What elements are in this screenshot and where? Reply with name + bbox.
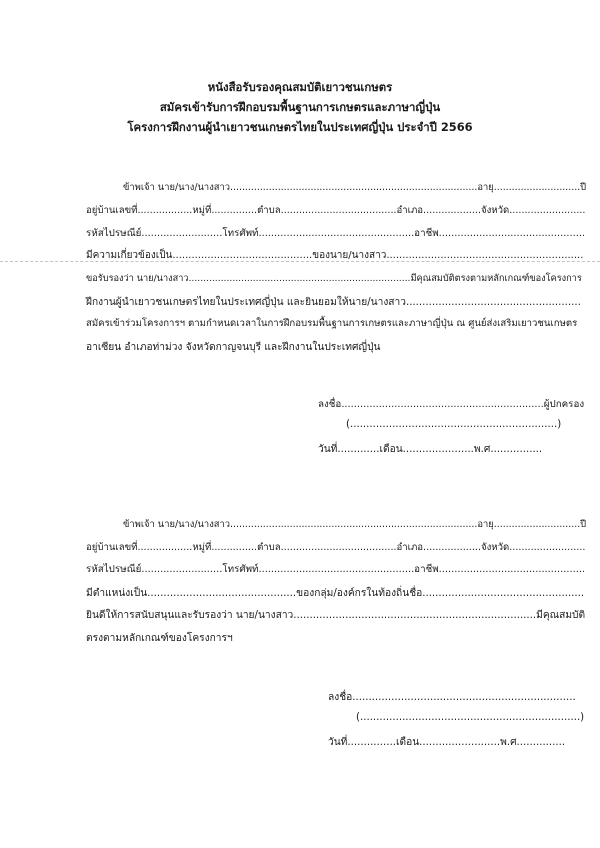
s1-declarant-line: ข้าพเจ้า นาย/นาง/นางสาว...................................................................................อายุ.............................ปี [123, 182, 587, 193]
program-title: โครงการฝึกงานผู้นำเยาวชนเกษตรไทยในประเทศญี่ปุ่น ประจำปี 2566 [127, 120, 473, 134]
s2-declarant-line: ข้าพเจ้า นาย/นาง/นางสาว...................................................................................อายุ.............................ปี [123, 519, 587, 530]
s1-contact-line: รหัสไปรษณีย์..........................โทรศัพท์..................................................อาชีพ............................................... [86, 228, 586, 239]
form-subtitle: สมัครเข้ารับการฝึกอบรมพื้นฐานการเกษตรและภาษาญี่ปุ่น [159, 100, 441, 114]
s1-address-line: อยู่บ้านเลขที่..................หมู่ที่...............ตำบล......................................อำเภอ...................จังหวัด......................... [86, 205, 586, 216]
s1-printed-name: (................................................................) [346, 419, 562, 430]
s2-signature-line: ลงชื่อ..................................................................... [328, 692, 576, 703]
s1-location-line: อาเซียน อำเภอท่าม่วง จังหวัดกาญจนบุรี และฝึกงานในประเทศญี่ปุ่น [86, 342, 381, 353]
s1-consent-line: ฝึกงานผู้นำเยาวชนเกษตรไทยในประเทศญี่ปุ่น และยินยอมให้นาย/นางสาว...................................................... [86, 297, 581, 308]
s1-signature-line: ลงชื่อ.................................................................ผู้ปกครอง [318, 399, 585, 410]
s2-position-line: มีตำแหน่งเป็น..............................................ของกลุ่ม/องค์กรในท้องถิ่นชื่อ.................................................. [86, 588, 585, 599]
s2-criteria-line: ตรงตามหลักเกณฑ์ของโครงการฯ [86, 633, 233, 644]
s2-contact-line: รหัสไปรษณีย์..........................โทรศัพท์..................................................อาชีพ............................................... [86, 564, 586, 575]
s1-enroll-line: สมัครเข้าร่วมโครงการฯ ตามกำหนดเวลาในการฝึกอบรมพื้นฐานการเกษตรและภาษาญี่ปุ่น ณ ศูนย์ส่งเสริมเยาวชนเกษตร [86, 318, 578, 329]
s2-address-line: อยู่บ้านเลขที่..................หมู่ที่...............ตำบล......................................อำเภอ...................จังหวัด......................... [86, 542, 586, 553]
page-fold-line [0, 261, 600, 262]
s1-certify-line: ขอรับรองว่า นาย/นางสาว............................................................................มีคุณสมบัติตรงตามหลักเกณฑ์ของโครงการ [86, 273, 582, 284]
s2-printed-name: (....................................................................) [356, 712, 585, 723]
form-title: หนังสือรับรองคุณสมบัติเยาวชนเกษตร [207, 80, 393, 94]
s1-date-line: วันที่.............เดือน......................พ.ศ................ [318, 444, 543, 455]
s2-date-line: วันที่...............เดือน.........................พ.ศ............... [328, 737, 566, 748]
s1-relationship-line: มีความเกี่ยวข้องเป็น............................................ของนาย/นางสาว.............................................................. [86, 250, 584, 261]
s2-support-line: ยินดีให้การสนับสนุนและรับรองว่า นาย/นางสาว...........................................................................มีคุณสมบัติ [86, 610, 586, 621]
